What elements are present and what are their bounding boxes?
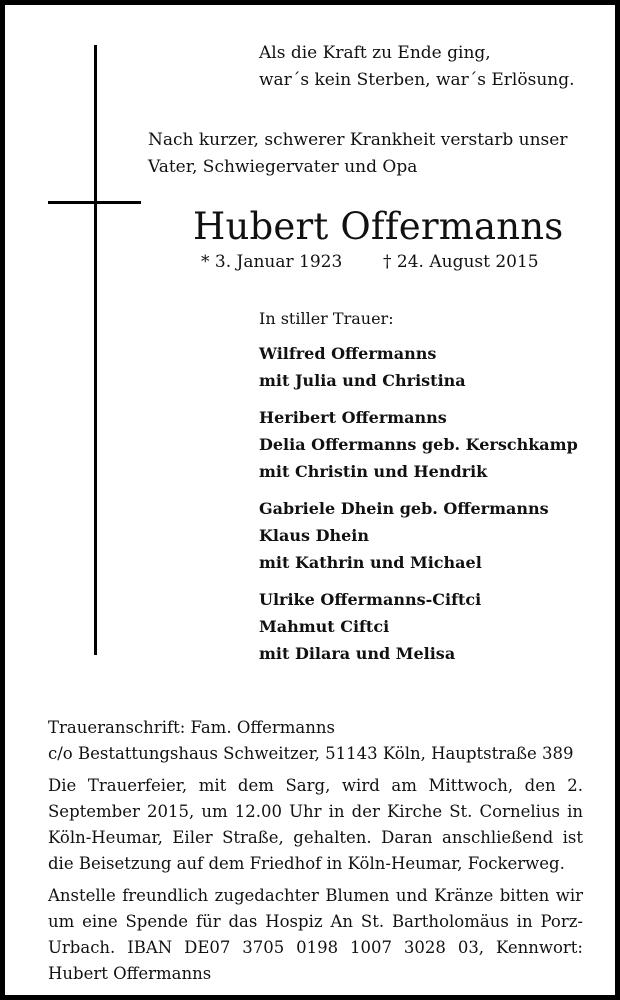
family-group bbox=[259, 586, 578, 667]
family-member: mit Christin und Hendrik bbox=[259, 462, 488, 481]
family-member: Heribert Offermanns bbox=[259, 408, 447, 427]
deceased-name: Hubert Offermanns bbox=[193, 205, 564, 248]
mourning-address bbox=[48, 715, 583, 767]
birth-date: * 3. Januar 1923 bbox=[201, 252, 343, 272]
family-group bbox=[259, 404, 578, 485]
mourners-heading: In stiller Trauer: bbox=[259, 309, 394, 328]
mourners-list bbox=[259, 306, 578, 677]
family-member: mit Kathrin und Michael bbox=[259, 553, 482, 572]
address-line: Traueranschrift: Fam. Offermanns bbox=[48, 718, 335, 737]
cross-horizontal-bar bbox=[48, 201, 141, 204]
donation-text: Anstelle freundlich zugedachter Blumen und Kränze bitten wir um eine Spende für das Hospiz An St. Bartholomäus in Porz-Urbach. IBAN DE07 3705 0198 1007 3028 03, Kennwort: Hubert Offermanns bbox=[48, 886, 583, 983]
family-member: Klaus Dhein bbox=[259, 526, 369, 545]
family-member: mit Julia und Christina bbox=[259, 371, 466, 390]
cross-vertical-bar bbox=[94, 45, 97, 655]
family-member: mit Dilara und Melisa bbox=[259, 644, 456, 663]
death-date: † 24. August 2015 bbox=[383, 252, 539, 272]
intro-text: Nach kurzer, schwerer Krankheit verstarb unser Vater, Schwiegervater und Opa bbox=[148, 130, 568, 177]
family-group bbox=[259, 495, 578, 576]
family-member: Gabriele Dhein geb. Offermanns bbox=[259, 499, 549, 518]
address-line: c/o Bestattungshaus Schweitzer, 51143 Köln, Hauptstraße 389 bbox=[48, 744, 574, 763]
footer-info bbox=[48, 715, 583, 987]
family-member: Ulrike Offermanns-Ciftci bbox=[259, 590, 482, 609]
motto bbox=[259, 40, 575, 94]
motto-line: war´s kein Sterben, war´s Erlösung. bbox=[259, 70, 575, 90]
family-member: Delia Offermanns geb. Kerschkamp bbox=[259, 435, 578, 454]
family-group bbox=[259, 340, 578, 394]
family-member: Mahmut Ciftci bbox=[259, 617, 390, 636]
funeral-service-text: Die Trauerfeier, mit dem Sarg, wird am Mittwoch, den 2. September 2015, um 12.00 Uhr in der Kirche St. Cornelius in Köln-Heumar, Eiler Straße, gehalten. Daran anschließend ist die Beisetzung auf dem Friedhof in Köln-Heumar, Fockerweg. bbox=[48, 776, 583, 873]
family-member: Wilfred Offermanns bbox=[259, 344, 437, 363]
motto-line: Als die Kraft zu Ende ging, bbox=[259, 43, 491, 63]
